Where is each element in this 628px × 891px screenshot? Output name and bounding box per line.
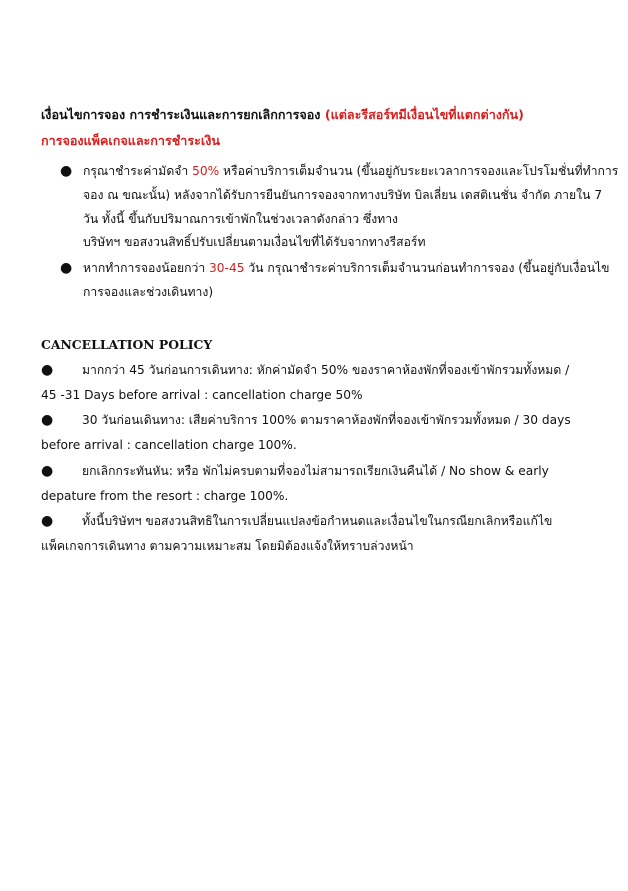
bullet-1-line-1 (83, 160, 620, 184)
terms-heading-note: (แต่ละรีสอร์ทมีเงื่อนไขที่แตกต่างกัน) (324, 107, 524, 122)
bullet-1-line-2: จอง ณ ขณะนั้น) หลังจากได้รับการยืนยันการจองจากทางบริษัท บิลเลี่ยน เดสติเนชั่น จำกัด ภายใน 7 (83, 187, 603, 202)
cancellation-policy-title: CANCELLATION POLICY (41, 337, 213, 352)
bullet-icon: ● (41, 462, 54, 479)
policy-3-line-2: depature from the resort : charge 100%. (41, 488, 289, 503)
bullet-icon: ● (41, 513, 54, 530)
bullet-1-line-4: บริษัทฯ ขอสงวนสิทธิ์ปรับเปลี่ยนตามเงื่อนไขที่ได้รับจากทางรีสอร์ท (83, 235, 426, 250)
policy-4-line-2: แพ็คเกจการเดินทาง ตามความเหมาะสม โดยมิต้องแจ้งให้ทราบล่วงหน้า (41, 538, 414, 553)
list-item (60, 160, 620, 255)
bullet-1-text-cont: หรือค่าบริการเต็มจำนวน (ขึ้นอยู่กับระยะเวลาการจองและโปรโมชั่นที่ทำการ (219, 164, 619, 178)
bullet-icon: ● (41, 362, 54, 378)
bullet-icon: ● (60, 260, 73, 277)
list-item (41, 509, 621, 558)
bullet-icon: ● (60, 163, 73, 179)
policy-4-line-1: ทั้งนี้บริษัทฯ ขอสงวนสิทธิในการเปลี่ยนแปลงข้อกำหนดและเงื่อนไขในกรณียกเลิกหรือแก้ไข (82, 514, 553, 529)
policy-1-line-2: 45 -31 Days before arrival : cancellation charge 50% (41, 387, 363, 402)
bullet-2-text-cont: วัน กรุณาชำระค่าบริการเต็มจำนวนก่อนทำการจอง (ขึ้นอยู่กับเงื่อนไข (244, 261, 610, 276)
deposit-percent: 50% (192, 164, 220, 178)
terms-heading-main: เงื่อนไขการจอง การชำระเงินและการยกเลิกการจอง (41, 107, 325, 122)
bullet-2-line-1 (83, 257, 620, 281)
list-item (60, 257, 620, 305)
list-item (41, 459, 621, 508)
bullet-1-line-3: วัน ทั้งนี้ ขึ้นกับปริมาณการเข้าพักในช่วงเวลาดังกล่าว ซึ่งทาง (83, 211, 399, 226)
list-item (41, 408, 621, 457)
list-item (41, 358, 621, 407)
policy-1-line-1: มากกว่า 45 วันก่อนการเดินทาง: หักค่ามัดจำ 50% ของราคาห้องพักที่จองเข้าพักรวมทั้งหมด / (82, 363, 570, 377)
booking-payment-list (60, 160, 620, 305)
bullet-1-text: กรุณาชำระค่ามัดจำ (83, 164, 193, 178)
policy-2-line-1: 30 วันก่อนเดินทาง: เสียค่าบริการ 100% ตามราคาห้องพักที่จองเข้าพักรวมทั้งหมด / 30 days (82, 413, 571, 428)
bullet-2-line-2: การจองและช่วงเดินทาง) (83, 284, 214, 299)
policy-3-line-1: ยกเลิกกระทันหัน: หรือ พักไม่ครบตามที่จองไม่สามารถเรียกเงินคืนได้ / No show & early (82, 463, 549, 478)
bullet-icon: ● (41, 412, 54, 429)
booking-payment-title: การจองแพ็คเกจและการชำระเงิน (41, 133, 220, 148)
policy-2-line-2: before arrival : cancellation charge 100%. (41, 438, 297, 453)
bullet-2-text: หากทำการจองน้อยกว่า (83, 261, 210, 276)
cancellation-policy-list (41, 358, 621, 559)
days-range: 30-45 (209, 261, 245, 276)
terms-heading (41, 105, 524, 125)
